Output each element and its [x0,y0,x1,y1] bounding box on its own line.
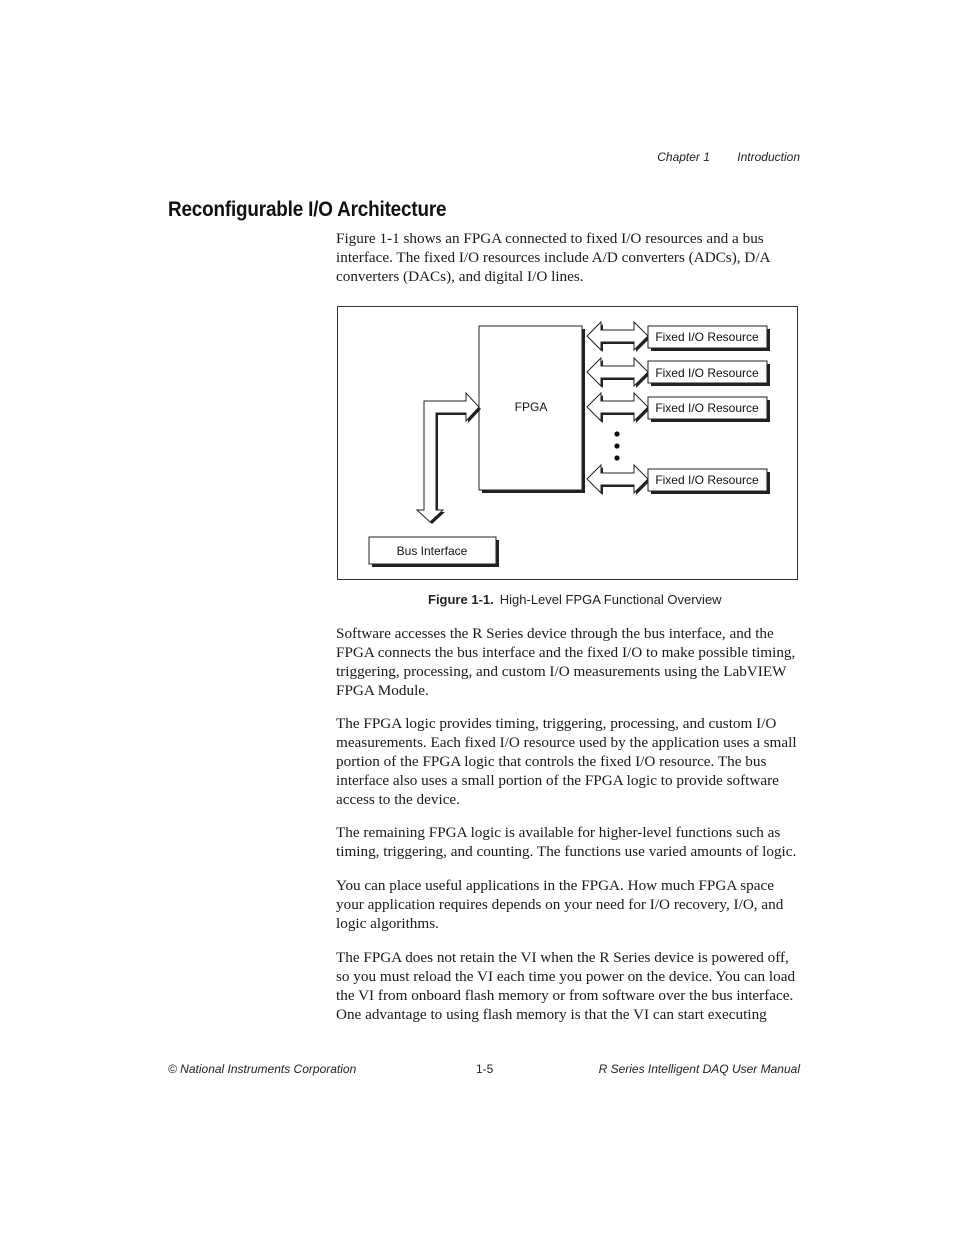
footer-manual-title: R Series Intelligent DAQ User Manual [598,1062,800,1076]
paragraph-5: The FPGA does not retain the VI when the R Series device is powered off, so you must reload the VI each time you power on the device. You can load the VI from onboard flash memory or from software over the bus interface. One advantage to using flash memory is that the VI can start executing [336,949,796,1023]
io-arrow-4 [587,465,650,495]
figure-caption-number: Figure 1-1. [428,592,494,607]
bus-fpga-arrow [417,393,481,524]
io-resource-4 [648,469,770,494]
paragraph-4: You can place useful applications in the FPGA. How much FPGA space your application requires depends on your need for I/O recovery, I/O, and logic algorithms. [336,877,784,932]
io-arrow-1 [587,322,650,352]
io-resource-3 [648,397,770,422]
io-arrow-3 [587,393,650,423]
figure-caption [428,592,722,607]
figure-caption-text: High-Level FPGA Functional Overview [499,592,722,607]
io-resource-2 [648,361,770,386]
running-header [657,150,800,164]
paragraph-3: The remaining FPGA logic is available for higher-level functions such as timing, triggering, and counting. The functions use varied amounts of logic. [336,824,797,860]
header-chapter: Chapter 1 [657,150,710,164]
paragraph-2: The FPGA logic provides timing, triggering, processing, and custom I/O measurements. Each fixed I/O resource used by the application uses a small portion of the FPGA logic that controls the fixed I/O resource. The bus interface also uses a small portion of the FPGA logic to provide software access to the device. [336,715,797,808]
io-resource-1 [648,326,770,351]
io-resource-label: Fixed I/O Resource [655,473,759,487]
io-resource-label: Fixed I/O Resource [655,366,759,380]
fpga-label: FPGA [514,400,548,414]
figure-frame [337,306,798,580]
footer-page-number: 1-5 [476,1062,494,1076]
io-resource-label: Fixed I/O Resource [655,330,759,344]
header-section: Introduction [737,150,800,164]
section-title: Reconfigurable I/O Architecture [168,198,447,221]
bus-interface-label: Bus Interface [396,544,468,558]
intro-paragraph: Figure 1-1 shows an FPGA connected to fixed I/O resources and a bus interface. The fixed I/O resources include A/D converters (ADCs), D/A converters (DACs), and digital I/O lines. [336,230,770,285]
footer-copyright: © National Instruments Corporation [168,1062,357,1076]
ellipsis-dots [614,431,619,460]
io-arrow-2 [587,358,650,388]
fpga-block-diagram [338,307,799,581]
paragraph-1: Software accesses the R Series device through the bus interface, and the FPGA connects the bus interface and the fixed I/O to make possible timing, triggering, processing, and custom I/O measurements using the LabVIEW FPGA Module. [336,625,796,699]
io-resource-label: Fixed I/O Resource [655,401,759,415]
